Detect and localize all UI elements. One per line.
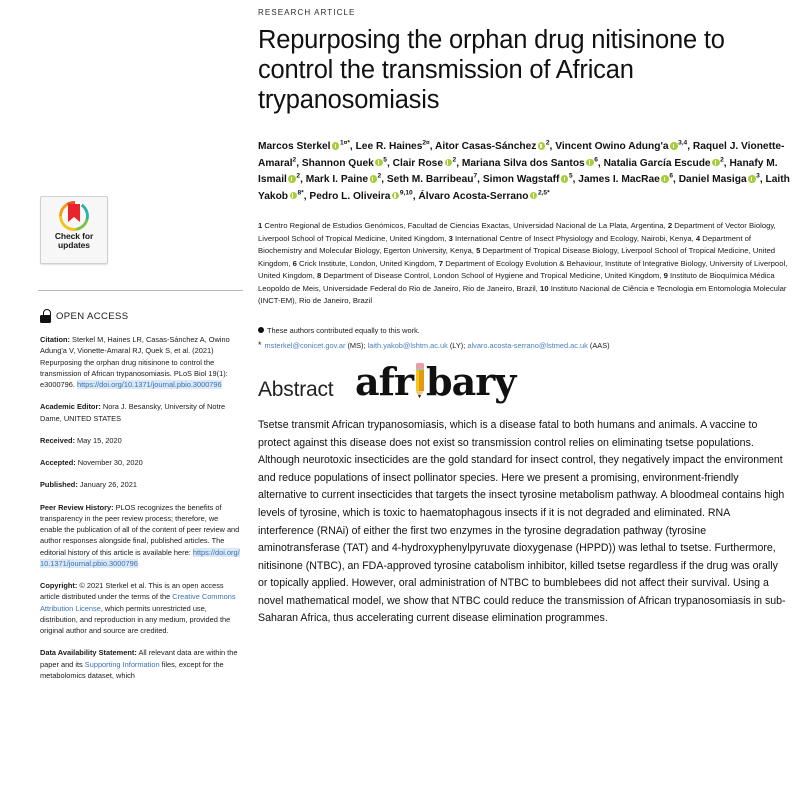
author-affiliation-marker: 9,10 bbox=[399, 189, 413, 197]
author-affiliation-marker: 6 bbox=[669, 172, 674, 180]
affiliation-number: 2 bbox=[667, 221, 673, 231]
author-name[interactable]: Vincent Owino Adung'a bbox=[555, 141, 669, 153]
open-lock-icon bbox=[40, 309, 51, 323]
author-affiliation-marker: 2 bbox=[545, 139, 550, 147]
orcid-icon[interactable] bbox=[288, 175, 296, 183]
affiliation-number: 4 bbox=[695, 233, 701, 243]
orcid-icon[interactable] bbox=[375, 159, 383, 167]
equal-contribution-text: These authors contributed equally to this work. bbox=[267, 325, 420, 335]
affiliation-number: 6 bbox=[292, 258, 297, 268]
peer-review-block bbox=[40, 502, 240, 570]
author-name[interactable]: Mark I. Paine bbox=[305, 174, 369, 186]
affiliation-number: 8 bbox=[316, 271, 322, 281]
corresponding-email-initials: (MS); bbox=[345, 340, 368, 350]
author-name[interactable]: Daniel Masiga bbox=[678, 174, 747, 186]
corresponding-email-link[interactable]: laith.yakob@lshtm.ac.uk bbox=[367, 340, 448, 350]
orcid-icon[interactable] bbox=[748, 175, 756, 183]
orcid-icon[interactable] bbox=[586, 159, 594, 167]
open-access-badge bbox=[40, 309, 245, 323]
orcid-icon[interactable] bbox=[445, 159, 453, 167]
citation-text: Sterkel M, Haines LR, Casas-Sánchez A, Owino Adung'a V, Vionette-Amaral RJ, Quek S, et al. (2021) Repurposing the orphan drug nitisinone to control the transmission of African trypanosomiasis. PLoS Biol 19(1): e3000796. bbox=[40, 335, 230, 389]
author-name[interactable]: Simon Wagstaff bbox=[482, 174, 560, 186]
cc-license-link[interactable]: Creative Commons Attribution License bbox=[40, 592, 236, 613]
affiliation-number: 10 bbox=[540, 283, 549, 293]
author-affiliation-marker: 2,5* bbox=[537, 189, 550, 197]
orcid-icon[interactable] bbox=[290, 192, 298, 200]
copyright-text-before: © 2021 Sterkel et al. This is an open access article distributed under the terms of the bbox=[40, 581, 224, 602]
orcid-icon[interactable] bbox=[661, 175, 669, 183]
orcid-icon[interactable] bbox=[332, 142, 340, 150]
peer-review-label: Peer Review History: bbox=[40, 502, 114, 512]
citation-doi-link[interactable]: https://doi.org/10.1371/journal.pbio.3000796 bbox=[77, 380, 222, 389]
author-name[interactable]: Hanafy M. Ismail bbox=[258, 157, 778, 186]
author-list: Marcos Sterkel $^{1⁠¤*}$, Lee R. Haines$^{2¤}$, Aitor Casas-Sánchez $^2$, Vincent Owino Adung'a $^{3,4}$, Raquel J. Vionette-Amaral$^2$, Shannon Quek $^5$, Clair Rose $^2$, Mariana Silva dos Santos $^6$, Natalia García Escude $^2$, Hanafy M. Ismail $^2$, Mark I. Paine $^2$, Seth M. Barribeau$^7$, Simon Wagstaff $^5$, James I. MacRae $^6$, Daniel Masiga $^3$, Laith Yakob $^{8*}$, Pedro L. Oliveira $^{9,10}$, Álvaro Acosta-Serrano $^{2,5*}$ bbox=[258, 139, 790, 202]
corresponding-email-initials: (LY); bbox=[447, 340, 468, 350]
author-affiliation-marker: 2¤ bbox=[422, 139, 430, 147]
author-affiliation-marker: 2 bbox=[720, 156, 724, 164]
author-affiliation-marker: 8* bbox=[297, 189, 304, 197]
author-name[interactable]: Natalia García Escude bbox=[603, 157, 711, 169]
author-name[interactable]: Lee R. Haines bbox=[355, 141, 423, 153]
crossmark-label-line2: updates bbox=[58, 240, 90, 251]
abstract-body: Tsetse transmit African trypanosomiasis, which is a disease fatal to both humans and animals. A vaccine to protect against this disease does not exist so transmission control relies on eliminating tsetse populations. Although neurotoxic insecticides are the gold standard for insect control, they negatively impact the environment and reduce populations of insect pollinator species. Here we present a promising, environment-friendly alternative to current insecticides that targets the insect tyrosine metabolism pathway. A bloodmeal contains high levels of tyrosine, which is toxic to haematophagous insects if it is not degraded and eliminated. RNA interference (RNAi) of either the first two enzymes in the tyrosine degradation pathway (tyrosine aminotransferase (TAT) and 4-hydroxyphenylpyruvate dioxygenase (HPPD)) was lethal to tsetse. Furthermore, nitisinone (NTBC), an FDA-approved tyrosine catabolism inhibitor, killed tsetse regardless if the drug was orally or topically applied. However, oral administration of NTBC to bumblebees did not affect their survival. Using a novel mathematical model, we show that NTBC could reduce the transmission of African trypanosomiasis in sub-Saharan Africa, thus accelerating current disease elimination programmes. bbox=[258, 419, 786, 625]
data-availability-block bbox=[40, 647, 240, 681]
affiliation-text: Department of Disease Control, London School of Hygiene and Tropical Medicine, United Kingdom, bbox=[321, 271, 664, 281]
affiliation-text: Department of Biochemistry and Molecular Biology, Egerton University, Kenya, bbox=[258, 233, 752, 256]
academic-editor-text: Nora J. Besansky, University of Notre Dame, UNITED STATES bbox=[40, 402, 226, 423]
corresponding-email-link[interactable]: msterkel@conicet.gov.ar bbox=[264, 340, 346, 350]
asterisk-icon: * bbox=[258, 339, 262, 350]
watermark-text-left: afr bbox=[355, 359, 413, 405]
author-affiliation-marker: 7 bbox=[473, 172, 478, 180]
orcid-icon[interactable] bbox=[712, 159, 720, 167]
author-affiliation-marker: 2 bbox=[377, 172, 382, 180]
affiliation-number: 3 bbox=[448, 233, 453, 243]
accepted-label: Accepted: bbox=[40, 458, 76, 467]
affiliation-text: Instituto de Bioquímica Médica Leopoldo de Meis, Universidade Federal do Rio de Janeiro, Rio de Janeiro, Brazil, bbox=[258, 271, 775, 293]
peer-review-text: PLOS recognizes the benefits of transparency in the peer review process; therefore, we enable the publication of all of the content of peer review and author responses alongside final, published articles. The editorial history of this article is available here: bbox=[40, 502, 240, 557]
copyright-label: Copyright: bbox=[40, 581, 78, 590]
bullet-icon bbox=[258, 327, 264, 333]
author-affiliation-marker: 3 bbox=[756, 172, 760, 180]
published-label: Published: bbox=[40, 480, 78, 490]
author-affiliation-marker: 2 bbox=[292, 156, 297, 164]
author-name[interactable]: Laith Yakob bbox=[258, 174, 790, 202]
author-affiliation-marker: 2 bbox=[452, 156, 457, 164]
received-label: Received: bbox=[40, 435, 75, 445]
peer-review-doi-link[interactable]: https://doi.org/10.1371/journal.pbio.3000796 bbox=[40, 547, 240, 568]
author-name[interactable]: Shannon Quek bbox=[301, 157, 374, 169]
orcid-icon[interactable] bbox=[392, 192, 400, 200]
orcid-icon[interactable] bbox=[370, 175, 378, 183]
orcid-icon[interactable] bbox=[670, 142, 678, 150]
data-availability-label: Data Availability Statement: bbox=[40, 648, 137, 658]
sidebar-divider bbox=[38, 290, 243, 291]
affiliation-number: 7 bbox=[438, 258, 444, 268]
data-availability-text-before: All relevant data are within the paper and its bbox=[40, 648, 238, 669]
author-name[interactable]: Seth M. Barribeau bbox=[386, 174, 474, 186]
abstract-heading: Abstract bbox=[258, 378, 334, 402]
author-footnotes bbox=[258, 324, 793, 354]
published-date: January 26, 2021 bbox=[77, 480, 137, 490]
article-metadata-sidebar bbox=[0, 0, 255, 800]
crossmark-badge-icon bbox=[59, 201, 89, 231]
received-block bbox=[40, 435, 240, 446]
author-name[interactable]: Pedro L. Oliveira bbox=[309, 190, 391, 202]
accepted-date: November 30, 2020 bbox=[75, 458, 143, 467]
article-main-column bbox=[255, 0, 800, 800]
affiliation-text: International Centre of Insect Physiology and Ecology, Nairobi, Kenya, bbox=[452, 233, 696, 243]
affiliation-number: 5 bbox=[476, 246, 481, 256]
copyright-text-after: , which permits unrestricted use, distribution, and reproduction in any medium, provided the original author and source are credited. bbox=[40, 603, 231, 635]
affiliation-text: Department of Ecology Evolution & Behaviour, Institute of Integrative Biology, University of Liverpool, United Kingdom, bbox=[258, 258, 788, 281]
watermark-text-right: bary bbox=[426, 359, 516, 405]
affiliation-text: Centro Regional de Estudios Genómicos, Facultad de Ciencias Exactas, Universidad Nacional de La Plata, Argentina, bbox=[262, 221, 668, 231]
affiliation-text: Instituto Nacional de Ciência e Tecnologia em Entomologia Molecular (INCT-EM), Rio de Janeiro, Brazil bbox=[258, 283, 787, 306]
author-affiliation-marker: 6 bbox=[594, 156, 598, 164]
supporting-information-link[interactable]: Supporting Information bbox=[84, 659, 160, 669]
page-title: Repurposing the orphan drug nitisinone to control the transmission of African trypanosomiasis bbox=[258, 26, 725, 115]
citation-label: Citation: bbox=[40, 335, 70, 344]
crossmark-label-line1: Check for bbox=[54, 231, 94, 241]
accepted-block bbox=[40, 457, 240, 468]
afribary-watermark bbox=[355, 359, 516, 405]
author-affiliation-marker: 1⁠¤* bbox=[339, 139, 350, 147]
author-affiliation-marker: 5 bbox=[383, 156, 387, 164]
author-name[interactable]: Mariana Silva dos Santos bbox=[461, 157, 585, 169]
affiliation-number: 1 bbox=[258, 221, 263, 231]
author-affiliation-marker: 5 bbox=[568, 172, 573, 180]
published-block bbox=[40, 479, 240, 490]
orcid-icon[interactable] bbox=[538, 142, 546, 150]
author-name[interactable]: Álvaro Acosta-Serrano bbox=[418, 190, 529, 202]
orcid-icon[interactable] bbox=[530, 192, 538, 200]
academic-editor-block bbox=[40, 401, 240, 424]
affiliation-number: 9 bbox=[663, 271, 668, 281]
author-name[interactable]: Raquel J. Vionette-Amaral bbox=[258, 141, 785, 169]
corresponding-email-initials: (AAS) bbox=[587, 340, 610, 350]
affiliation-list bbox=[258, 220, 793, 307]
academic-editor-label: Academic Editor: bbox=[40, 402, 101, 412]
crossmark-badge[interactable] bbox=[40, 196, 108, 264]
citation-block bbox=[40, 334, 240, 390]
author-name[interactable]: Aitor Casas-Sánchez bbox=[435, 141, 537, 153]
affiliation-text: Department of Tropical Disease Biology, Liverpool School of Tropical Medicine, United Kingdom, bbox=[258, 246, 776, 268]
article-type-kicker: RESEARCH ARTICLE bbox=[258, 8, 356, 17]
data-availability-text-after: files, except for the metabolomics dataset, which bbox=[40, 659, 224, 680]
author-name[interactable]: James I. MacRae bbox=[578, 174, 660, 186]
author-name[interactable]: Marcos Sterkel bbox=[258, 141, 331, 153]
pencil-icon bbox=[414, 363, 425, 401]
corresponding-email-link[interactable]: alvaro.acosta-serrano@lstmed.ac.uk bbox=[467, 340, 588, 350]
corresponding-emails bbox=[258, 337, 793, 353]
equal-contribution-note bbox=[258, 324, 793, 337]
received-date: May 15, 2020 bbox=[74, 435, 122, 445]
open-access-label: OPEN ACCESS bbox=[56, 310, 129, 322]
author-name[interactable]: Clair Rose bbox=[392, 157, 444, 169]
affiliation-text: Department of Vector Biology, Liverpool School of Tropical Medicine, United Kingdom, bbox=[258, 221, 776, 243]
abstract-heading-row bbox=[258, 359, 794, 413]
author-affiliation-marker: 2 bbox=[296, 172, 301, 180]
affiliation-text: Crick Institute, London, United Kingdom, bbox=[296, 258, 439, 268]
orcid-icon[interactable] bbox=[561, 175, 569, 183]
copyright-block bbox=[40, 580, 240, 636]
author-affiliation-marker: 3,4 bbox=[678, 139, 688, 147]
